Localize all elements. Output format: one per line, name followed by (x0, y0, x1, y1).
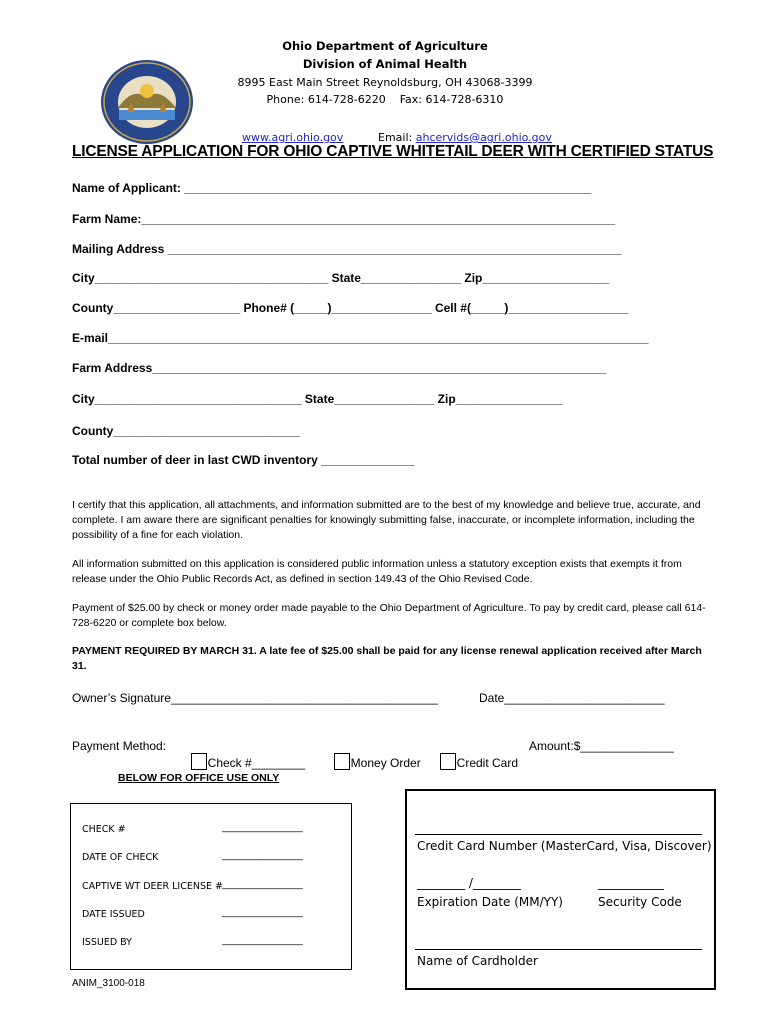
office-license-number-line[interactable]: _________________ (222, 879, 303, 890)
payment-method-label: Payment Method: (72, 739, 167, 753)
mailing-address-field[interactable]: Mailing Address ____________________________________________________________________ (72, 242, 622, 256)
farm-city-state-zip-field[interactable]: City_______________________________ State_______________ Zip________________ (72, 392, 563, 406)
website-link[interactable]: www.agri.ohio.gov (242, 131, 344, 144)
expiration-date-label: Expiration Date (MM/YY) (417, 895, 563, 909)
payment-instructions-text: Payment of $25.00 by check or money order made payable to the Ohio Department of Agriculture. To pay by credit card, please call 614-728-6220 or complete box below. (72, 602, 706, 629)
expiration-date-line[interactable]: ________ /________ (417, 876, 521, 890)
header-address: 8995 East Main Street Reynoldsburg, OH 43068-3399 (237, 76, 533, 89)
security-code-label: Security Code (598, 895, 682, 909)
office-license-number-label: CAPTIVE WT DEER LICENSE # (82, 881, 223, 892)
money-order-checkbox[interactable] (334, 753, 350, 770)
office-check-number-label: CHECK # (82, 824, 126, 835)
ohio-seal (88, 40, 188, 128)
email-label: Email: (378, 131, 416, 144)
form-id: ANIM_3100-018 (72, 978, 145, 989)
owner-signature-field[interactable]: Owner’s Signature________________________________________ (72, 691, 438, 705)
division-name: Division of Animal Health (302, 57, 468, 71)
city-state-zip-field[interactable]: City___________________________________ State_______________ Zip___________________ (72, 271, 610, 285)
form-title: LICENSE APPLICATION FOR OHIO CAPTIVE WHITETAIL DEER WITH CERTIFIED STATUS (72, 143, 714, 160)
security-code-line[interactable]: ___________ (598, 876, 664, 890)
office-check-number-line[interactable]: _________________ (222, 822, 303, 833)
office-use-heading: BELOW FOR OFFICE USE ONLY (118, 772, 280, 784)
credit-card-option[interactable]: Credit Card (433, 739, 518, 770)
farm-address-field[interactable]: Farm Address____________________________________________________________________ (72, 361, 607, 375)
email-link[interactable]: ahcervids@agri.ohio.gov (415, 131, 552, 144)
office-issued-by-line[interactable]: _________________ (222, 935, 303, 946)
cardholder-name-label: Name of Cardholder (417, 954, 538, 968)
public-information-text: All information submitted on this application is considered public information unless a statutory exception exists that exempts it from release under the Ohio Public Records Act, as defined in section 149.43 of the Ohio Revised Code. (72, 558, 682, 585)
department-name: Ohio Department of Agriculture (282, 39, 488, 53)
check-checkbox[interactable] (191, 753, 207, 770)
total-deer-field[interactable]: Total number of deer in last CWD inventory ______________ (72, 453, 415, 467)
office-date-of-check-label: DATE OF CHECK (82, 852, 159, 863)
certification-text: I certify that this application, all attachments, and information submitted are to the best of my knowledge and believe true, accurate, and complete. I am aware there are significant penalties for knowingly submitting false, inaccurate, or incomplete information, including the possibility of a fine for each violation. (72, 499, 701, 541)
signature-date-field[interactable]: Date________________________ (479, 691, 665, 705)
office-date-of-check-line[interactable]: _________________ (222, 850, 303, 861)
applicant-name-field[interactable]: Name of Applicant: _____________________________________________________________ (72, 181, 592, 195)
office-date-issued-label: DATE ISSUED (82, 909, 145, 920)
farm-county-field[interactable]: County____________________________ (72, 424, 301, 438)
county-phone-cell-field[interactable]: County___________________ Phone# (_____)_______________ Cell #(_____)__________________ (72, 301, 629, 315)
amount-field[interactable]: Amount:$______________ (529, 739, 674, 753)
office-date-issued-line[interactable]: _________________ (222, 907, 303, 918)
card-number-line[interactable] (415, 834, 702, 835)
money-order-option[interactable]: Money Order (327, 739, 421, 770)
office-issued-by-label: ISSUED BY (82, 937, 132, 948)
cardholder-name-line[interactable] (415, 949, 702, 950)
credit-card-checkbox[interactable] (440, 753, 456, 770)
payment-deadline-text: PAYMENT REQUIRED BY MARCH 31. A late fee of $25.00 shall be paid for any license renewal application received after March 31. (72, 645, 702, 672)
check-option[interactable]: Check #________ (184, 739, 305, 770)
email-field[interactable]: E-mail_________________________________________________________________________________ (72, 331, 649, 345)
header-phone: Phone: 614-728-6220 Fax: 614-728-6310 (266, 93, 504, 106)
card-number-label: Credit Card Number (MasterCard, Visa, Discover) (417, 839, 712, 853)
farm-name-field[interactable]: Farm Name:_______________________________________________________________________ (72, 212, 616, 226)
